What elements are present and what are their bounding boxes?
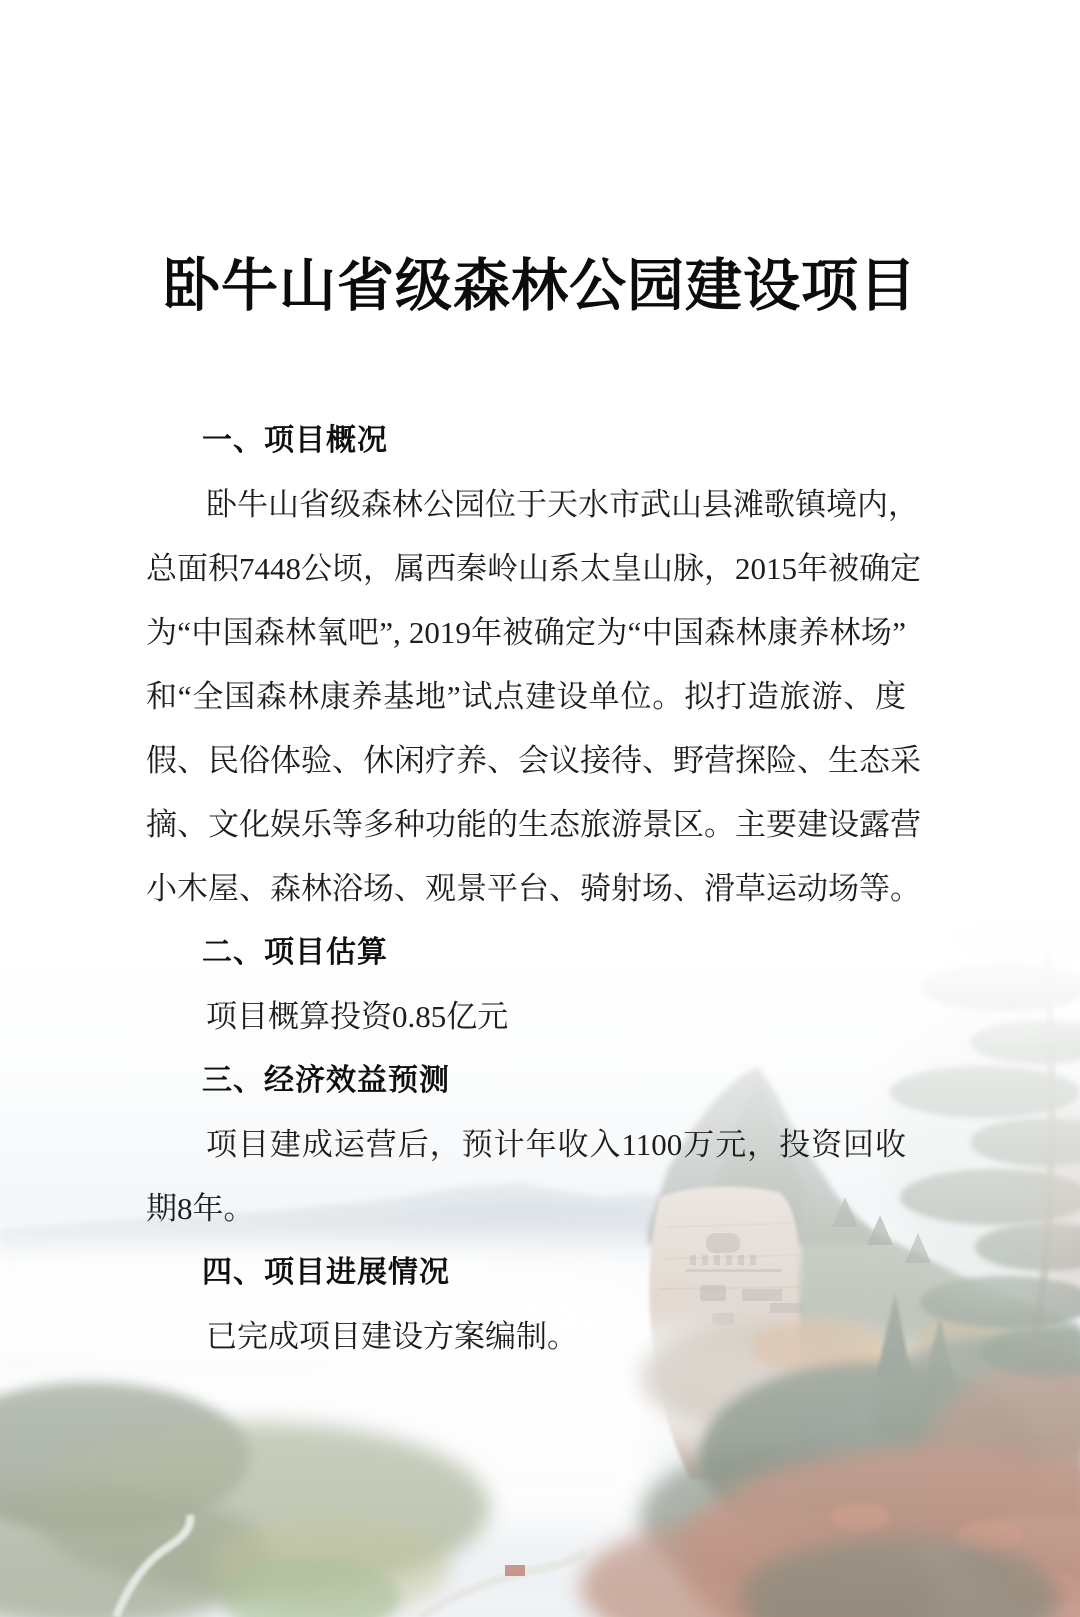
body-line: 假、民俗体验、休闲疗养、会议接待、野营探险、生态采	[146, 743, 921, 778]
document-body	[146, 409, 921, 1369]
body-line: 项目概算投资0.85亿元	[206, 999, 509, 1034]
section-heading-3: 三、经济效益预测	[202, 1064, 450, 1097]
section-heading-1: 一、项目概况	[202, 424, 388, 457]
body-line: 已完成项目建设方案编制。	[206, 1319, 578, 1354]
body-line: 总面积7448公顷，属西秦岭山系太皇山脉，2015年被确定	[146, 551, 921, 586]
body-line: 项目建成运营后，预计年收入1100万元，投资回收	[206, 1127, 906, 1162]
body-line: 小木屋、森林浴场、观景平台、骑射场、滑草运动场等。	[146, 871, 921, 906]
body-line: 为“中国森林氧吧”, 2019年被确定为“中国森林康养林场”	[146, 615, 906, 650]
body-line: 卧牛山省级森林公园位于天水市武山县滩歌镇境内，	[206, 487, 919, 522]
section-heading-2: 二、项目估算	[202, 936, 388, 969]
body-line: 摘、文化娱乐等多种功能的生态旅游景区。主要建设露营	[146, 807, 921, 842]
section-heading-4: 四、项目进展情况	[202, 1256, 450, 1289]
page-title: 卧牛山省级森林公园建设项目	[163, 254, 917, 318]
body-line: 和“全国森林康养基地”试点建设单位。拟打造旅游、度	[146, 679, 906, 714]
body-line: 期8年。	[146, 1191, 255, 1226]
